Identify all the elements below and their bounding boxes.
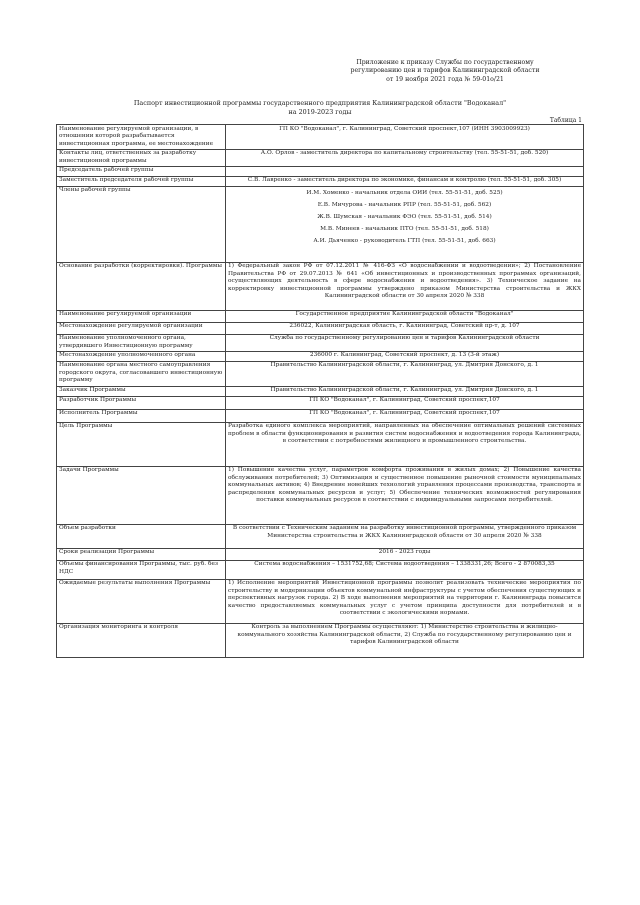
row-label: Основание разработки (корректировки). Программы	[57, 262, 226, 310]
table-row	[57, 560, 584, 579]
row-value: 1) Повышение качества услуг, параметров комфорта проживания в жилых домах; 2) Повышение качества обслуживания потребителей; 3) Оптимизация и существенное повышение рыночной стоимости муниципальных коммунальных активов; 4) Внедрение новейших технологий управления процессами производства, транспорта и распределения коммунальных ресурсов и услуг; 5) Обеспечение технических возможностей регулирования поставки коммунальных ресурсов в соответствии с индивидуальными запросами потребителей.	[226, 466, 584, 524]
row-value: Правительство Калининградской области, г. Калининград, ул. Дмитрия Донского, д. 1	[226, 361, 584, 386]
row-value: Контроль за выполнением Программы осуществляют: 1) Министерство строительства и жилищно-коммунального хозяйства Калининградской области, 2) Служба по государственному регулированию цен и тарифов Калининградской области	[226, 623, 584, 657]
row-value: Правительство Калининградской области, г. Калининград, ул. Дмитрия Донского, д. 1	[226, 386, 584, 396]
row-label: Местонахождение уполномоченного органа	[57, 351, 226, 361]
row-value	[226, 166, 584, 176]
passport-table	[56, 124, 584, 658]
row-label: Организация мониторинга и контроля	[57, 623, 226, 657]
row-value: 2016 - 2023 годы	[226, 548, 584, 560]
table-row	[57, 548, 584, 560]
row-label: Председатель рабочей группы	[57, 166, 226, 176]
row-label: Разработчик Программы	[57, 396, 226, 409]
approval-header-line: Приложение к приказу Службы по государственному	[356, 59, 534, 66]
row-label: Наименование органа местного самоуправления городского округа, согласовавшего инвестиционную программу	[57, 361, 226, 386]
row-value: Система водоснабжения – 1531752,68; Система водоотведения – 1338331,26; Всего - 2 870083,35	[226, 560, 584, 579]
row-label: Цель Программы	[57, 422, 226, 466]
table-row	[57, 466, 584, 524]
table-row	[57, 310, 584, 322]
table-row	[57, 579, 584, 623]
row-label: Члены рабочей группы	[57, 186, 226, 262]
approval-header	[300, 59, 590, 84]
row-value: 1) Исполнение мероприятий Инвестиционной программы позволит реализовать технические мероприятия по строительству и модернизации объектов коммунальной инфраструктуры с учетом обеспечения существующих и перспективных нагрузок города. 2) В ходе выполнения мероприятий на территории г. Калининграда повысится качество предоставляемых коммунальных услуг с учетом принципа доступности для потребителей и в соответствии с экологическими нормами.	[226, 579, 584, 623]
document-title	[70, 99, 570, 116]
member-item: И.М. Хоменко - начальник отдела ОИИ (тел. 55-51-51, доб. 525)	[306, 189, 503, 196]
table-row	[57, 322, 584, 334]
table-row	[57, 149, 584, 166]
row-label: Контакты лиц, ответственных за разработку инвестиционной программы	[57, 149, 226, 166]
row-label: Заказчик Программы	[57, 386, 226, 396]
row-value: Государственное предприятие Калининградской области "Водоканал"	[226, 310, 584, 322]
table-row	[57, 176, 584, 186]
row-label: Заместитель председателя рабочей группы	[57, 176, 226, 186]
table-row	[57, 186, 584, 262]
row-value: Служба по государственному регулированию цен и тарифов Калининградской области	[226, 334, 584, 351]
row-value: 236022, Калининградская область, г. Калининград, Советский пр-т, д. 107	[226, 322, 584, 334]
table-row	[57, 361, 584, 386]
row-label: Наименование регулируемой организации	[57, 310, 226, 322]
table-number-label: Таблица 1	[549, 117, 582, 124]
table-row	[57, 262, 584, 310]
member-item: А.И. Дьяченко - руководитель ГТП (тел. 55-51-51, доб. 663)	[313, 238, 496, 245]
row-label: Ожидаемые результаты выполнения Программы	[57, 579, 226, 623]
table-row	[57, 422, 584, 466]
row-label: Объемы финансирования Программы, тыс. руб. без НДС	[57, 560, 226, 579]
member-item: Е.В. Мичурова - начальник РПР (тел. 55-51-51, доб. 562)	[317, 201, 492, 208]
member-item: Ж.В. Шумская - начальник ФЭО (тел. 55-51-51, доб. 514)	[317, 213, 492, 220]
row-value: 236000 г. Калининград, Советский проспект, д. 13 (3-й этаж)	[226, 351, 584, 361]
row-value: Разработка единого комплекса мероприятий, направленных на обеспечение оптимальных решений системных проблем в области функционирования и развития систем водоснабжения и водоотведения города Калининграда, в соответствии с потребностями жилищного и промышленного строительства.	[226, 422, 584, 466]
member-item: М.В. Минеев - начальник ПТО (тел. 55-51-51, доб. 518)	[320, 226, 489, 233]
row-label: Местонахождение регулируемой организации	[57, 322, 226, 334]
row-value: В соответствии с Техническим заданием на разработку инвестиционной программы, утвержденного приказом Министерства строительства и ЖКХ Калининградской области от 30 апреля 2020 № 338	[226, 524, 584, 548]
approval-header-line: от 19 ноября 2021 года № 59-01о/21	[386, 75, 504, 83]
document-title-line: на 2019-2023 годы	[288, 107, 352, 116]
document-title-line: Паспорт инвестиционной программы государственного предприятия Калининградской области "Водоканал"	[133, 99, 507, 107]
row-label: Исполнитель Программы	[57, 409, 226, 422]
table-row	[57, 386, 584, 396]
table-row	[57, 396, 584, 409]
table-row	[57, 166, 584, 176]
row-label: Задачи Программы	[57, 466, 226, 524]
row-value: ГП КО "Водоканал", г. Калининград, Советский проспект,107	[226, 409, 584, 422]
table-row	[57, 334, 584, 351]
row-label: Наименование регулируемой организации, в отношении которой разрабатывается инвестиционная программа, ее местонахождение	[57, 125, 226, 150]
working-group-members	[226, 186, 584, 262]
table-row	[57, 623, 584, 657]
row-value: С.В. Лавренко - заместитель директора по экономике, финансам и контролю (тел. 55-51-51, доб. 305)	[226, 176, 584, 186]
row-value: ГП КО "Водоканал", г. Калининград, Советский проспект,107 (ИНН 3903009923)	[226, 125, 584, 150]
row-label: Объем разработки	[57, 524, 226, 548]
table-row	[57, 351, 584, 361]
approval-header-line: регулированию цен и тарифов Калининградской области	[350, 67, 540, 75]
row-value: ГП КО "Водоканал", г. Калининград, Советский проспект,107	[226, 396, 584, 409]
row-value: 1) Федеральный закон РФ от 07.12.2011 № 416-ФЗ «О водоснабжении и водоотведении»; 2) Постановление Правительства РФ от 29.07.2013 № 641 «Об инвестиционных и производственных программах организаций, осуществляющих деятельность в сфере водоснабжения и водоотведения». 3) Техническое задание на корректировку инвестиционной программы утверждено приказом Министерства строительства и ЖКХ Калининградской области от 30 апреля 2020 № 338	[226, 262, 584, 310]
table-row	[57, 524, 584, 548]
row-label: Наименование уполномоченного органа, утвердившего Инвестиционную программу	[57, 334, 226, 351]
table-row	[57, 409, 584, 422]
row-label: Сроки реализации Программы	[57, 548, 226, 560]
row-value: А.О. Орлов - заместитель директора по капитальному строительству (тел. 55-51-51, доб. 520)	[226, 149, 584, 166]
table-row	[57, 125, 584, 150]
